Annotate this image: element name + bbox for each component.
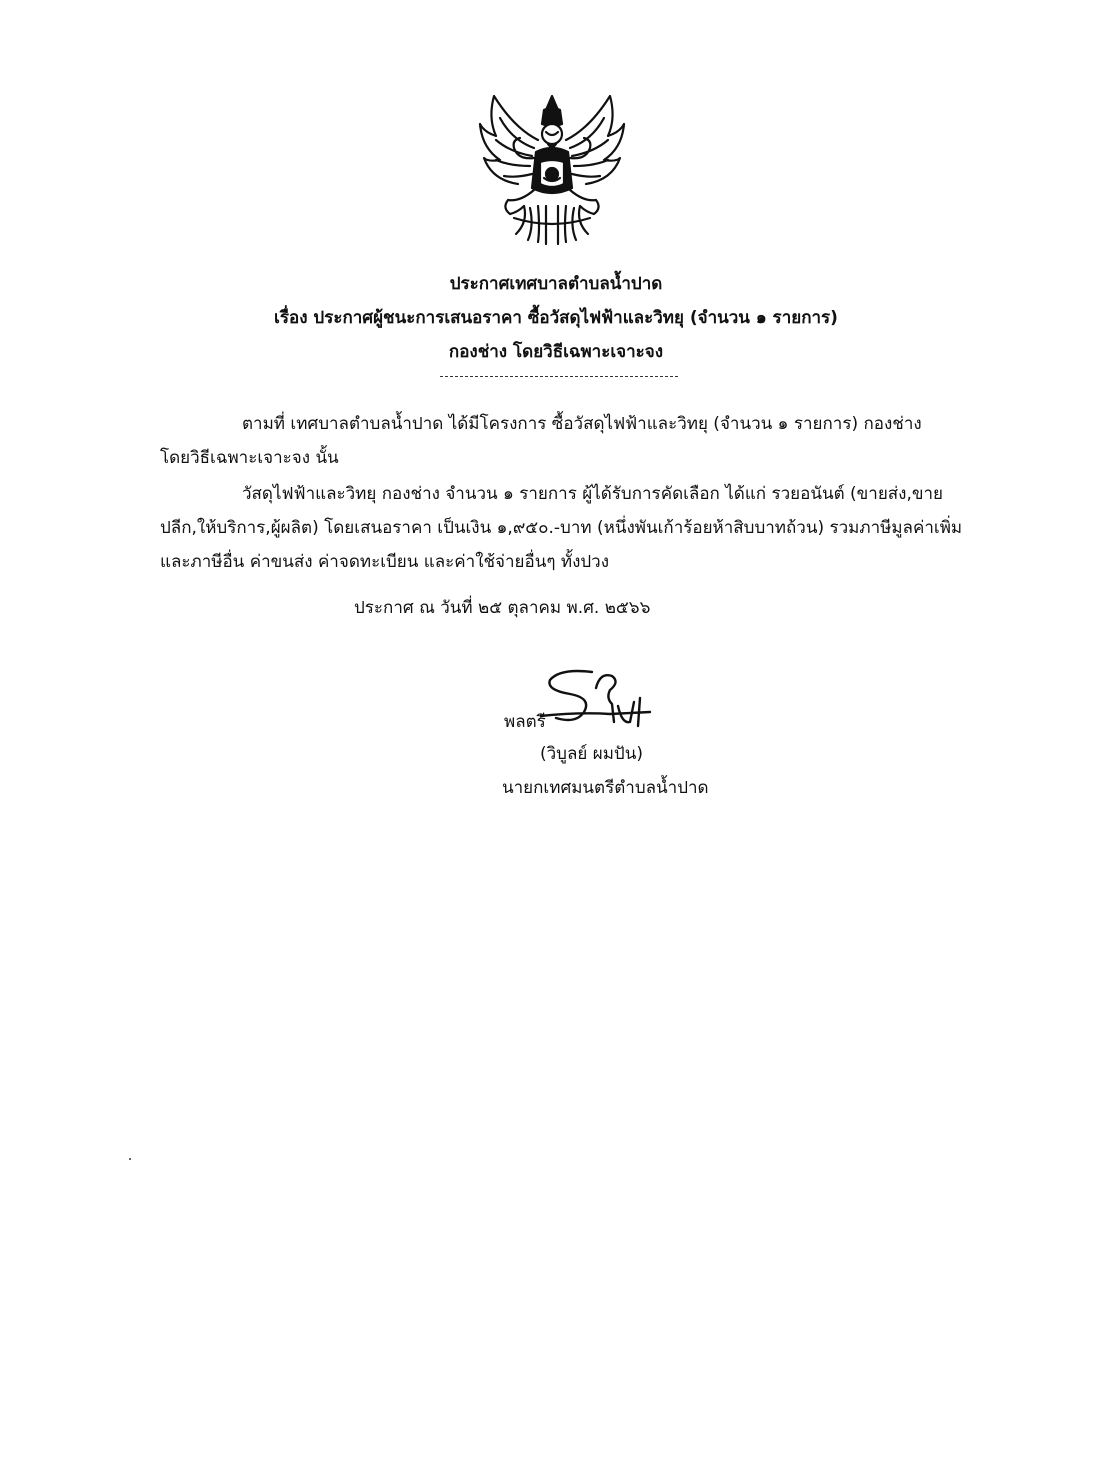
paragraph-2-line-3: และภาษีอื่น ค่าขนส่ง ค่าจดทะเบียน และค่าใช้จ่ายอื่นๆ ทั้งปวง: [160, 552, 610, 572]
announcement-department: กองช่าง โดยวิธีเฉพาะเจาะจง: [448, 342, 664, 362]
paragraph-1-line-2: โดยวิธีเฉพาะเจาะจง นั้น: [160, 448, 339, 468]
signatory-name: (วิบูลย์ ผมปัน): [540, 744, 643, 764]
header-divider: [440, 376, 678, 377]
paragraph-2-line-2: ปลีก,ให้บริการ,ผู้ผลิต) โดยเสนอราคา เป็นเงิน ๑,๙๕๐.-บาท (หนึ่งพันเก้าร้อยห้าสิบบาทถ้วน) รวมภาษีมูลค่าเพิ่ม: [160, 518, 963, 538]
paragraph-2-line-1: วัสดุไฟฟ้าและวิทยุ กองช่าง จำนวน ๑ รายการ ผู้ได้รับการคัดเลือก ได้แก่ รวยอนันต์ (ขายส่ง,ขาย: [242, 484, 943, 504]
paragraph-1-line-1: ตามที่ เทศบาลตำบลน้ำปาด ได้มีโครงการ ซื้อวัสดุไฟฟ้าและวิทยุ (จำนวน ๑ รายการ) กองช่าง: [242, 414, 922, 434]
announcement-subject: เรื่อง ประกาศผู้ชนะการเสนอราคา ซื้อวัสดุไฟฟ้าและวิทยุ (จำนวน ๑ รายการ): [274, 308, 838, 328]
announcement-title: ประกาศเทศบาลตำบลน้ำปาด: [449, 274, 663, 294]
announcement-date: ประกาศ ณ วันที่ ๒๕ ตุลาคม พ.ศ. ๒๕๖๖: [354, 598, 651, 618]
scan-speck: [129, 1158, 131, 1160]
signatory-position: นายกเทศมนตรีตำบลน้ำปาด: [502, 778, 709, 798]
signatory-rank: พลตรี: [504, 712, 546, 732]
signature-icon: [540, 668, 660, 728]
garuda-emblem-icon: [474, 88, 630, 248]
